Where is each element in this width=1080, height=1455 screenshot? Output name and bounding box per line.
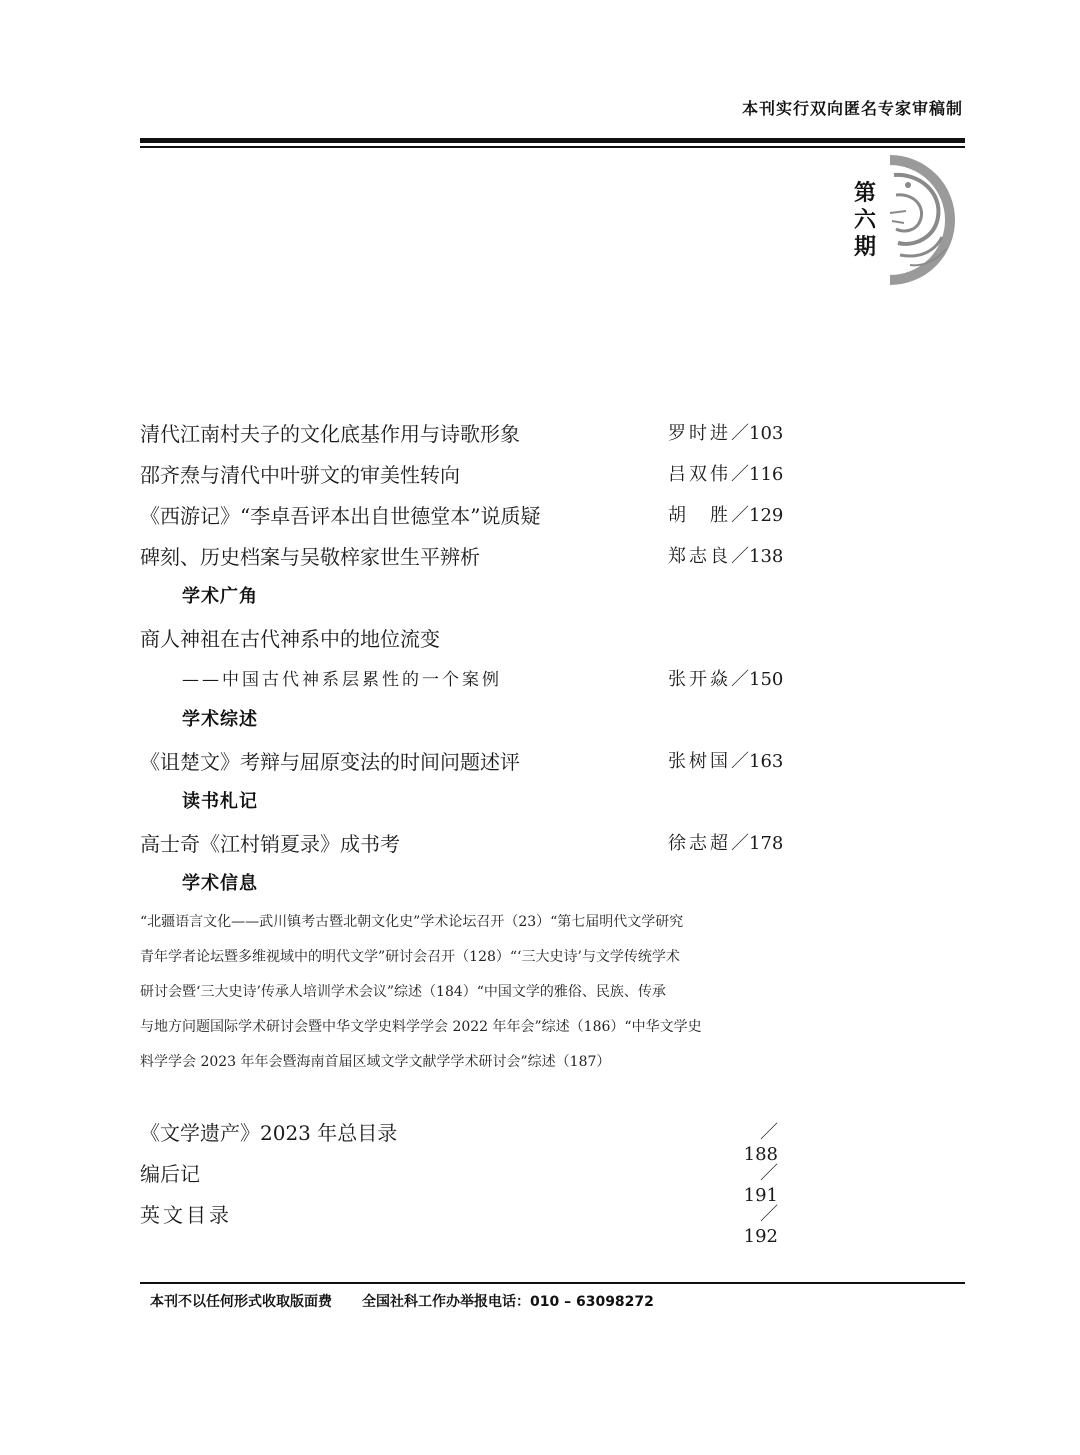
toc-entry-page: ／163	[731, 751, 784, 772]
toc-entry-author-page	[668, 542, 783, 568]
toc-entry-author-page	[668, 501, 783, 527]
toc-entry[interactable]	[140, 822, 784, 863]
peer-review-note: 本刊实行双向匿名专家审稿制	[741, 99, 963, 118]
toc-entry-title: 《诅楚文》考辩与屈原变法的时间问题述评	[140, 750, 520, 774]
academic-info-paragraph	[140, 905, 785, 1080]
section-heading: 读书札记	[182, 791, 258, 812]
toc-entry-title: 英文目录	[140, 1203, 232, 1227]
toc-entry-author: 胡 胜	[668, 505, 731, 526]
info-line: 研讨会暨‘三大史诗’传承人培训学术会议”综述（184）“中国文学的雅俗、民族、传承	[140, 984, 666, 1000]
toc-entry-page: ／129	[731, 505, 784, 526]
toc-entry-author-page	[668, 419, 783, 445]
toc-entry-page: ／188	[743, 1122, 778, 1165]
toc-entry-page: ／191	[743, 1163, 778, 1206]
section-heading-row	[140, 863, 780, 904]
toc-entry-title: 邵齐焘与清代中叶骈文的审美性转向	[140, 463, 460, 487]
toc-entry-page: ／116	[731, 464, 784, 485]
section-heading-row	[140, 781, 780, 822]
section-heading-row	[140, 699, 780, 740]
toc-entry-page: ／138	[731, 546, 784, 567]
info-line: 料学学会 2023 年年会暨海南首届区域文学文献学学术研讨会”综述（187）	[140, 1054, 611, 1070]
info-line: “北疆语言文化——武川镇考古暨北朝文化史”学术论坛召开（23）“第七届明代文学研究	[140, 914, 684, 930]
toc-entry-author-page	[668, 460, 783, 486]
toc-entry-author-page	[668, 829, 783, 855]
toc-entry-title: 商人神祖在古代神系中的地位流变	[140, 627, 440, 651]
footer-fee-note: 本刊不以任何形式收取版面费	[150, 1294, 332, 1310]
toc-entry-page: ／192	[743, 1204, 778, 1247]
toc-entry-author: 徐志超	[668, 833, 731, 854]
toc-entry-title: 《西游记》“李卓吾评本出自世德堂本”说质疑	[140, 504, 541, 528]
dragon-seal-icon	[880, 155, 970, 285]
toc-entry[interactable]	[140, 1193, 780, 1247]
footer	[150, 1291, 654, 1311]
header-rule-thin	[140, 146, 965, 148]
section-heading: 学术信息	[182, 873, 258, 894]
toc-entry-title: 《文学遗产》2023 年总目录	[140, 1121, 398, 1145]
issue-char-1: 第	[853, 181, 876, 206]
toc-entry[interactable]	[140, 494, 784, 535]
toc-entry-title: 高士奇《江村销夏录》成书考	[140, 832, 400, 856]
toc-entry[interactable]	[140, 1152, 780, 1206]
toc-entry-author: 郑志良	[668, 546, 731, 567]
toc-entry-subtitle: ——中国古代神系层累性的一个案例	[182, 670, 502, 690]
toc-entry[interactable]	[140, 1111, 780, 1165]
toc-entry-subtitle-row[interactable]	[140, 658, 784, 699]
toc-entry-page: ／178	[731, 833, 784, 854]
table-of-contents	[140, 412, 784, 1247]
toc-entry[interactable]	[140, 535, 784, 576]
footer-report-phone: 全国社科工作办举报电话：010 – 63098272	[362, 1294, 654, 1310]
info-line: 与地方问题国际学术研讨会暨中华文学史料学学会 2022 年年会”综述（186）“中华文学史	[140, 1019, 702, 1035]
toc-entry[interactable]	[140, 740, 784, 781]
section-heading: 学术广角	[182, 586, 258, 607]
toc-entry[interactable]	[140, 617, 780, 658]
toc-entry-title: 碑刻、历史档案与吴敬梓家世生平辨析	[140, 545, 480, 569]
section-heading-row	[140, 576, 780, 617]
footer-rule	[140, 1282, 965, 1284]
toc-entry-author: 罗时进	[668, 423, 731, 444]
toc-entry-title: 清代江南村夫子的文化底基作用与诗歌形象	[140, 422, 520, 446]
toc-entry-author: 张树国	[668, 751, 731, 772]
issue-char-3: 期	[853, 235, 876, 260]
section-heading: 学术综述	[182, 709, 258, 730]
toc-entry-page: ／150	[731, 669, 784, 690]
info-line: 青年学者论坛暨多维视域中的明代文学”研讨会召开（128）“‘三大史诗’与文学传统学术	[140, 949, 680, 965]
toc-entry-page: ／103	[731, 423, 784, 444]
toc-entry-title: 编后记	[140, 1162, 200, 1186]
issue-char-2: 六	[853, 208, 876, 233]
toc-entry-author-page	[668, 747, 783, 773]
toc-entry[interactable]	[140, 412, 784, 453]
header-rule-thick	[140, 138, 965, 143]
issue-label	[850, 180, 880, 261]
toc-entry-author-page	[668, 665, 783, 691]
toc-entry-author: 张开焱	[668, 669, 731, 690]
spacer	[140, 1080, 780, 1111]
toc-entry-author: 吕双伟	[668, 464, 731, 485]
toc-entry[interactable]	[140, 453, 784, 494]
